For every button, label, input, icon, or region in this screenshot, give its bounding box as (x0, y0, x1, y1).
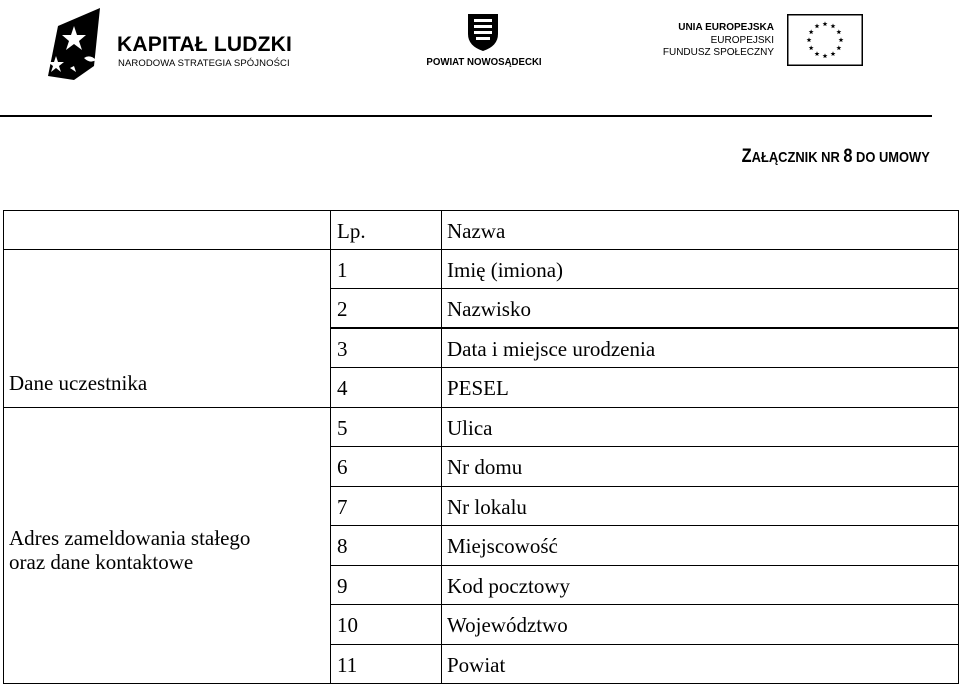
row-number: 10 (337, 613, 358, 637)
table-row-name (441, 604, 959, 645)
powiat-crest-icon (466, 12, 500, 52)
column-header-lp (330, 210, 442, 250)
table-row-lp (330, 407, 442, 447)
eu-logo (664, 14, 874, 70)
row-number: 11 (337, 653, 358, 677)
table-row-lp (330, 446, 442, 487)
row-number: 5 (337, 416, 348, 440)
table-row-name (441, 367, 959, 408)
section-address-label-line2: oraz dane kontaktowe (9, 550, 194, 574)
table-row-lp (330, 565, 442, 605)
powiat-logo (420, 12, 548, 72)
eu-flag-icon (787, 14, 863, 66)
table-row-name (441, 486, 959, 526)
table-row-name (441, 644, 959, 684)
section-participant-data (3, 249, 331, 408)
table-row-name (441, 328, 959, 368)
kapital-ludzki-emblem-icon (44, 6, 108, 82)
section-header-empty (3, 210, 331, 250)
eu-line1: UNIA EUROPEJSKA (678, 22, 774, 33)
table-row-lp (330, 288, 442, 328)
eu-line2: EUROPEJSKI (710, 35, 774, 46)
section-address-contact (3, 407, 331, 684)
table-row-name (441, 446, 959, 487)
row-field-name: Kod pocztowy (447, 574, 571, 598)
table-row-name (441, 565, 959, 605)
kapital-ludzki-subtitle: NARODOWA STRATEGIA SPÓJNOŚCI (118, 58, 290, 69)
column-header-lp-text: Lp. (337, 219, 366, 243)
kapital-ludzki-title: KAPITAŁ LUDZKI (117, 33, 293, 56)
row-field-name: Nr domu (447, 455, 523, 479)
row-number: 7 (337, 495, 348, 519)
table-row-lp (330, 604, 442, 645)
column-header-name-text: Nazwa (447, 219, 506, 243)
row-field-name: Ulica (447, 416, 493, 440)
section-participant-label: Dane uczestnika (9, 371, 148, 395)
table-row-lp (330, 249, 442, 289)
table-row-name (441, 407, 959, 447)
table-row-lp (330, 367, 442, 408)
annex-title-part2: DO UMOWY (852, 149, 930, 166)
table-row-lp (330, 486, 442, 526)
row-field-name: Imię (imiona) (447, 258, 564, 282)
annex-title-part1: AŁĄCZNIK NR (751, 149, 844, 166)
annex-title-number: 8 (843, 146, 853, 167)
eu-line3: FUNDUSZ SPOŁECZNY (662, 47, 774, 58)
section-address-label-line1: Adres zameldowania stałego (9, 526, 251, 550)
table-row-lp (330, 328, 442, 368)
annex-title (742, 146, 930, 168)
row-number: 2 (337, 297, 348, 321)
row-field-name: Powiat (447, 653, 506, 677)
row-number: 1 (337, 258, 348, 282)
header-divider (0, 115, 932, 117)
powiat-name: POWIAT NOWOSĄDECKI (426, 56, 542, 68)
annex-title-initial: Z (741, 146, 752, 167)
row-field-name: Nazwisko (447, 297, 531, 321)
kapital-ludzki-logo (44, 6, 314, 82)
table-row-lp (330, 525, 442, 566)
row-number: 8 (337, 534, 348, 558)
column-header-name (441, 210, 959, 250)
table-row-name (441, 525, 959, 566)
row-number: 9 (337, 574, 348, 598)
table-row-name (441, 288, 959, 328)
row-field-name: Województwo (447, 613, 568, 637)
table-row-lp (330, 644, 442, 684)
row-field-name: Miejscowość (447, 534, 558, 558)
row-number: 4 (337, 376, 348, 400)
row-number: 6 (337, 455, 348, 479)
row-field-name: Data i miejsce urodzenia (447, 337, 656, 361)
row-number: 3 (337, 337, 348, 361)
table-row-name (441, 249, 959, 289)
row-field-name: PESEL (447, 376, 509, 400)
row-field-name: Nr lokalu (447, 495, 527, 519)
